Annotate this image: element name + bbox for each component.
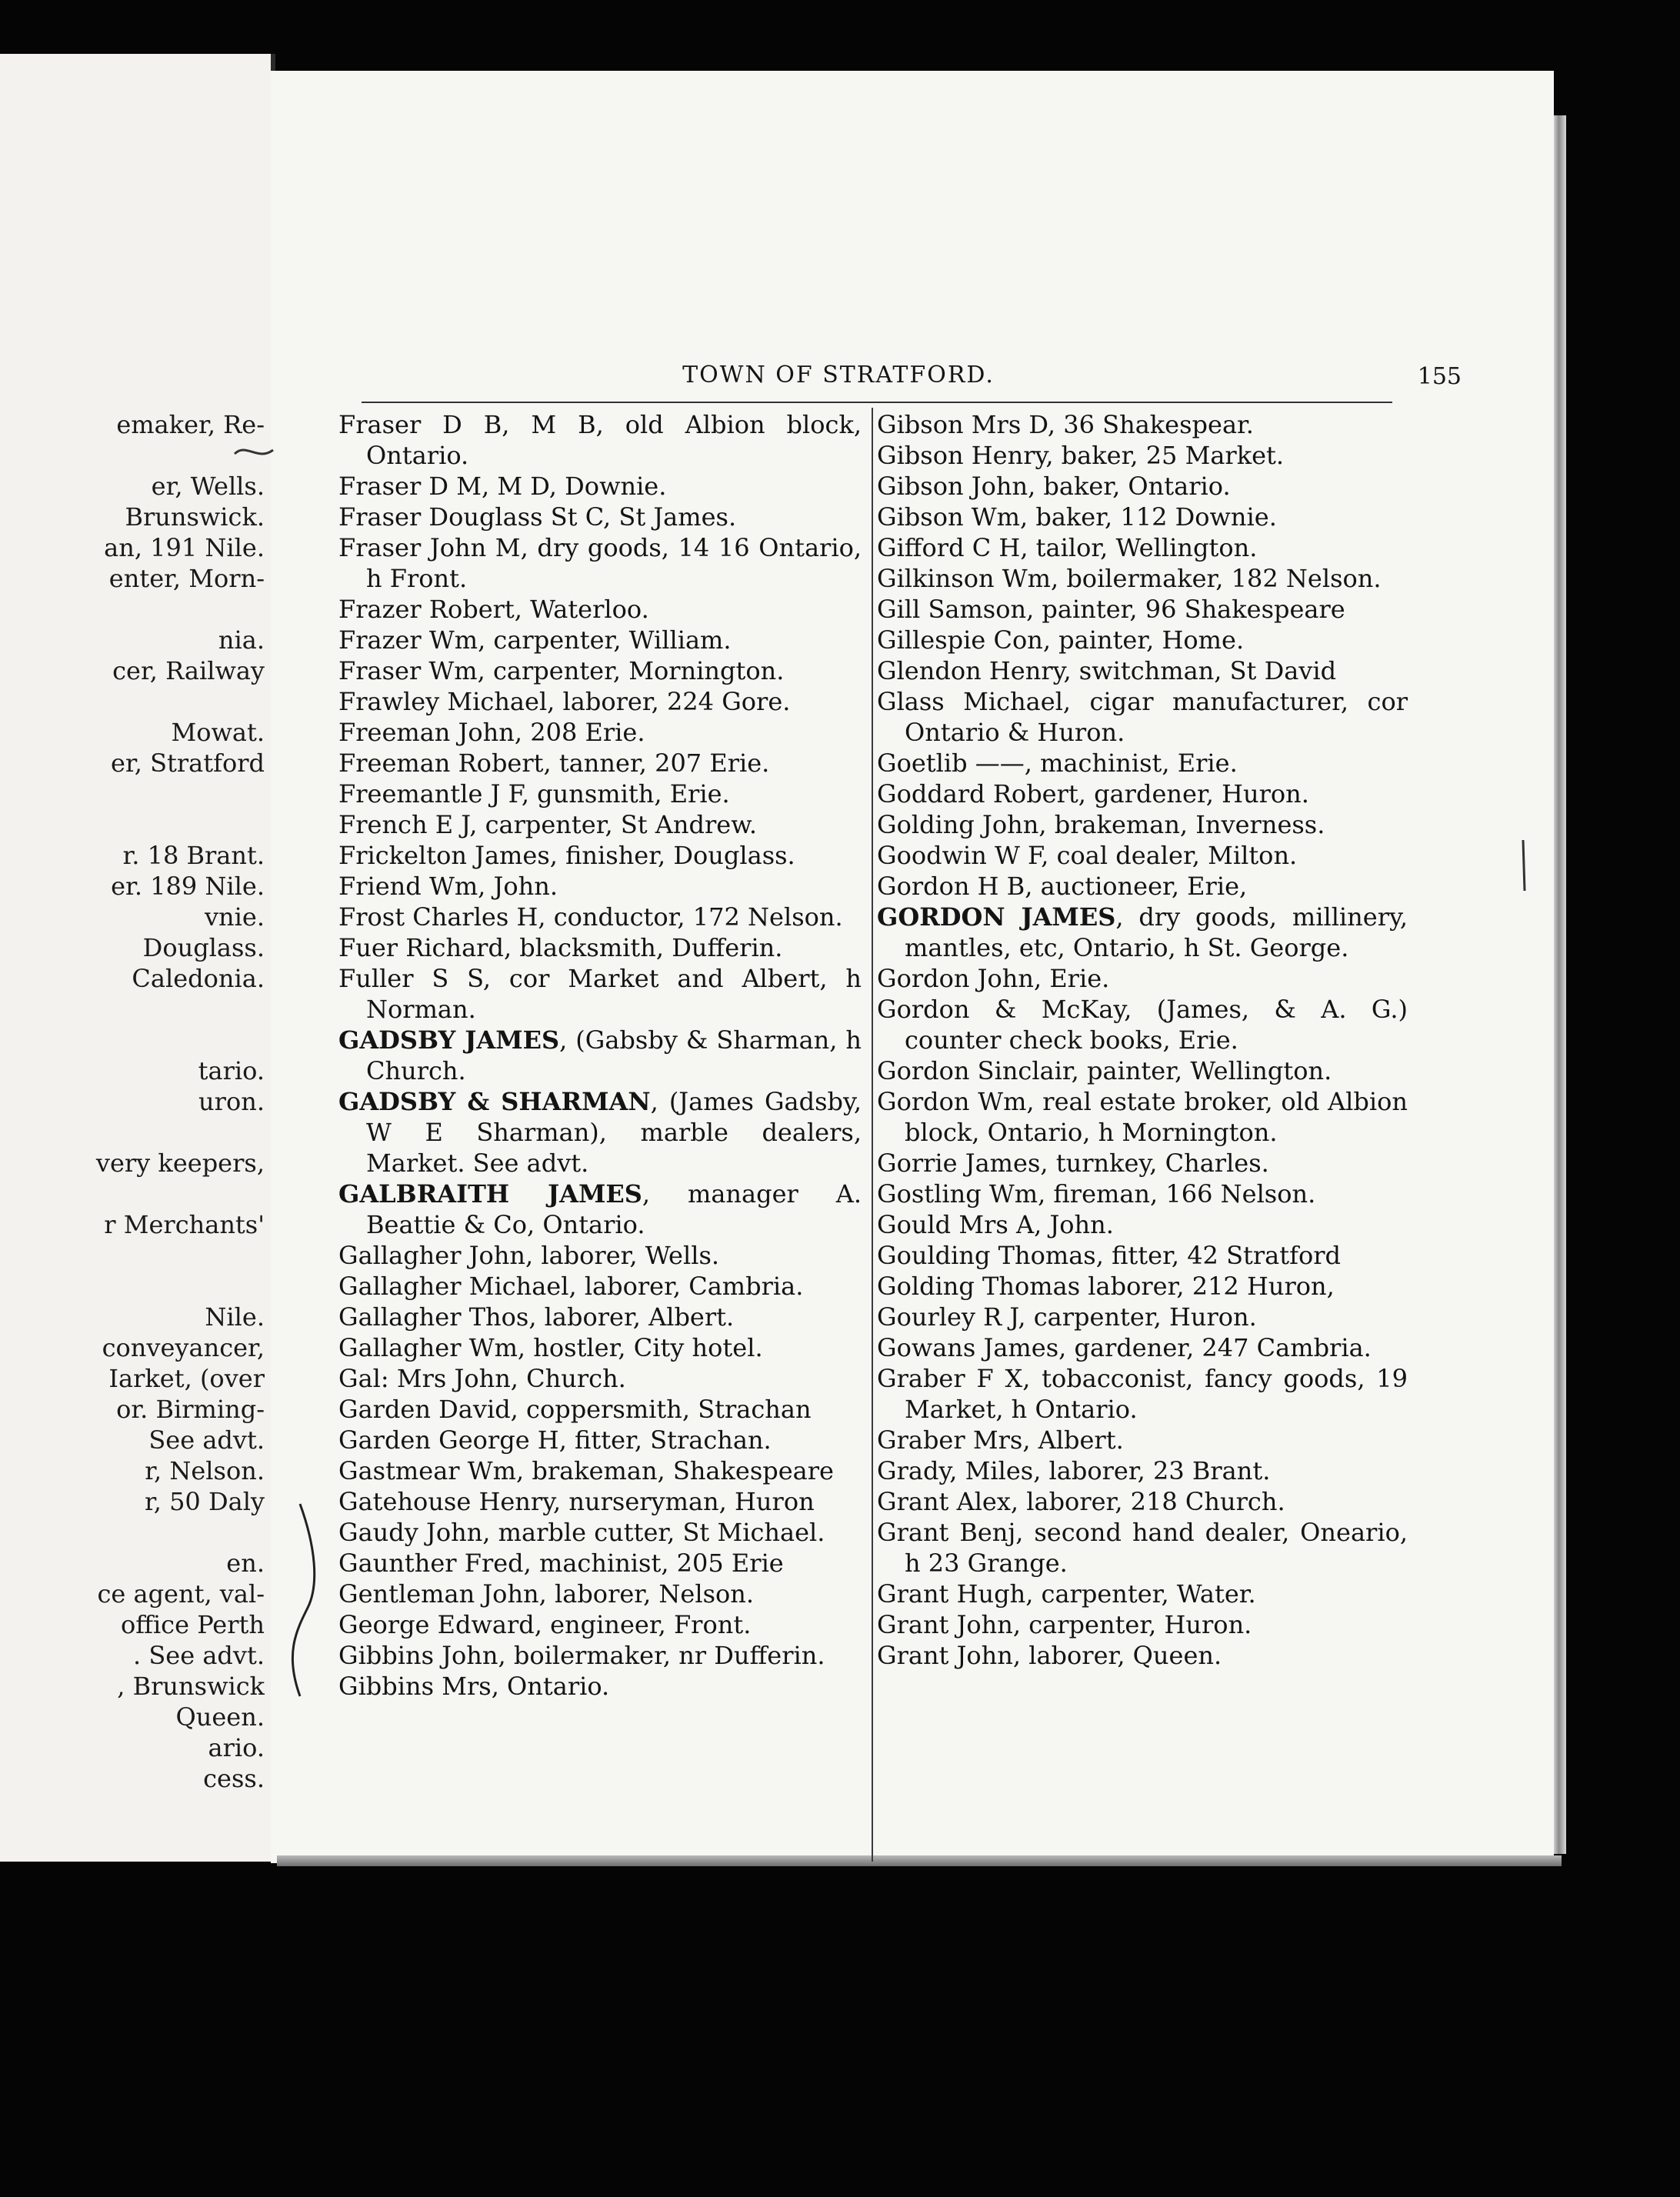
previous-page-line: er. 189 Nile. [111, 872, 265, 901]
previous-page-line: vnie. [204, 902, 265, 932]
directory-entry: Goulding Thomas, fitter, 42 Stratford [877, 1241, 1341, 1270]
header-rule [362, 402, 1392, 403]
directory-entry: Frickelton James, finisher, Douglass. [338, 841, 795, 870]
directory-entry: Grant Hugh, carpenter, Water. [877, 1579, 1256, 1609]
previous-page-line: enter, Morn- [108, 564, 265, 593]
directory-entry: Grady, Miles, laborer, 23 Brant. [877, 1456, 1271, 1485]
directory-entry: Fuller S S, cor Market and Albert, h Norman. [338, 964, 862, 1024]
previous-page-line: r, Nelson. [145, 1456, 265, 1485]
previous-page-line: Caledonia. [132, 964, 265, 993]
page-number: 155 [1417, 363, 1462, 390]
previous-page-line: Nile. [205, 1302, 265, 1332]
directory-entry: Gordon H B, auctioneer, Erie, [877, 872, 1248, 901]
directory-entry: Gordon & McKay, (James, & A. G.) counter check books, Erie. [877, 995, 1408, 1055]
directory-entry: Gal: Mrs John, Church. [338, 1364, 626, 1393]
previous-page-line: Douglass. [142, 933, 265, 962]
directory-entry: Gallagher John, laborer, Wells. [338, 1241, 720, 1270]
directory-entry: Garden George H, fitter, Strachan. [338, 1425, 772, 1455]
previous-page-line: very keepers, [95, 1149, 265, 1178]
previous-page-line: er, Stratford [111, 748, 265, 778]
directory-entry: Goetlib ——, machinist, Erie. [877, 748, 1238, 778]
directory-entry: Graber F X, tobacconist, fancy goods, 19 Market, h Ontario. [877, 1364, 1408, 1424]
directory-entry: Gostling Wm, fireman, 166 Nelson. [877, 1179, 1316, 1209]
directory-entry: Gordon John, Erie. [877, 964, 1110, 993]
pencil-margin-mark [231, 438, 277, 469]
directory-entry: Fraser D M, M D, Downie. [338, 472, 667, 501]
directory-entry: Grant Alex, laborer, 218 Church. [877, 1487, 1285, 1516]
directory-entry: Fraser John M, dry goods, 14 16 Ontario, h Front. [338, 533, 862, 593]
pencil-margin-tick [1515, 838, 1531, 892]
directory-entry: Gatehouse Henry, nurseryman, Huron [338, 1487, 815, 1516]
directory-entry: GADSBY JAMES, (Gabsby & Sharman, h Church. [338, 1025, 862, 1085]
directory-entry: GALBRAITH JAMES, manager A. Beattie & Co, Ontario. [338, 1179, 862, 1239]
directory-entry: Gordon Sinclair, painter, Wellington. [877, 1056, 1332, 1085]
directory-entry: Gibson John, baker, Ontario. [877, 472, 1231, 501]
directory-entry: Gallagher Wm, hostler, City hotel. [338, 1333, 763, 1362]
directory-entry: Gibson Mrs D, 36 Shakespear. [877, 410, 1254, 439]
directory-entry: George Edward, engineer, Front. [338, 1610, 752, 1639]
directory-entry: Goddard Robert, gardener, Huron. [877, 779, 1309, 808]
page-header [331, 362, 1462, 392]
previous-page-line: an, 191 Nile. [104, 533, 265, 562]
previous-page-line: Brunswick. [125, 502, 265, 532]
directory-entry: Gorrie James, turnkey, Charles. [877, 1149, 1269, 1178]
previous-page-line: r. 18 Brant. [122, 841, 265, 870]
previous-page-line: tario. [198, 1056, 265, 1085]
directory-entry: Gifford C H, tailor, Wellington. [877, 533, 1258, 562]
directory-entry: Gibson Henry, baker, 25 Market. [877, 441, 1285, 470]
previous-page-line: or. Birming- [116, 1395, 265, 1424]
directory-entry: Frost Charles H, conductor, 172 Nelson. [338, 902, 843, 932]
directory-entry: Garden David, coppersmith, Strachan [338, 1395, 812, 1424]
previous-page-line: en. [226, 1549, 265, 1578]
directory-entry: Fraser Douglass St C, St James. [338, 502, 737, 532]
previous-page-line: cer, Railway [112, 656, 265, 685]
directory-entry: Gilkinson Wm, boilermaker, 182 Nelson. [877, 564, 1382, 593]
directory-entry: Grant John, carpenter, Huron. [877, 1610, 1252, 1639]
directory-entry: Gowans James, gardener, 247 Cambria. [877, 1333, 1372, 1362]
directory-entry: Freeman John, 208 Erie. [338, 718, 645, 747]
directory-entry: Golding John, brakeman, Inverness. [877, 810, 1325, 839]
previous-page-line: Mowat. [171, 718, 265, 747]
previous-page-line: See advt. [148, 1425, 265, 1455]
page-edge [1554, 115, 1566, 1854]
directory-entry: Fraser D B, M B, old Albion block, Ontario. [338, 410, 862, 470]
previous-page-line: conveyancer, [102, 1333, 265, 1362]
running-title: TOWN OF STRATFORD. [682, 362, 995, 388]
directory-entry: Frazer Robert, Waterloo. [338, 595, 649, 624]
directory-entry: Goodwin W F, coal dealer, Milton. [877, 841, 1298, 870]
directory-entry: Freeman Robert, tanner, 207 Erie. [338, 748, 770, 778]
directory-entry: Friend Wm, John. [338, 872, 558, 901]
previous-page-line: r Merchants' [104, 1210, 265, 1239]
directory-entry: Gallagher Michael, laborer, Cambria. [338, 1272, 804, 1301]
directory-entry: GORDON JAMES, dry goods, millinery, mantles, etc, Ontario, h St. George. [877, 902, 1408, 962]
previous-page-line: ce agent, val- [97, 1579, 265, 1609]
directory-entry: Fraser Wm, carpenter, Mornington. [338, 656, 785, 685]
directory-entry: Fuer Richard, blacksmith, Dufferin. [338, 933, 783, 962]
previous-page-line: cess. [203, 1764, 265, 1793]
directory-entry: Gallagher Thos, laborer, Albert. [338, 1302, 735, 1332]
directory-entry: Gastmear Wm, brakeman, Shakespeare [338, 1456, 834, 1485]
previous-page-line: . See advt. [133, 1641, 265, 1670]
previous-page-fragment [0, 54, 275, 1862]
directory-entry: Gaunther Fred, machinist, 205 Erie [338, 1549, 784, 1578]
directory-entry: Gaudy John, marble cutter, St Michael. [338, 1518, 825, 1547]
previous-page-line: office Perth [120, 1610, 265, 1639]
previous-page-line: , Brunswick [117, 1672, 265, 1701]
directory-entry: Gillespie Con, painter, Home. [877, 625, 1245, 655]
column-divider [872, 408, 873, 1862]
previous-page-line: emaker, Re- [116, 410, 265, 439]
pencil-bracket-mark [277, 1500, 323, 1700]
directory-entry: Gentleman John, laborer, Nelson. [338, 1579, 755, 1609]
directory-entry: Frazer Wm, carpenter, William. [338, 625, 732, 655]
directory-entry: Gourley R J, carpenter, Huron. [877, 1302, 1257, 1332]
directory-entry: Gibbins John, boilermaker, nr Dufferin. [338, 1641, 825, 1670]
directory-entry: Gibbins Mrs, Ontario. [338, 1672, 610, 1701]
previous-page-line: uron. [198, 1087, 265, 1116]
directory-entry: Glendon Henry, switchman, St David [877, 656, 1337, 685]
directory-entry: Glass Michael, cigar manufacturer, cor Ontario & Huron. [877, 687, 1408, 747]
previous-page-line: Iarket, (over [108, 1364, 265, 1393]
directory-entry: Frawley Michael, laborer, 224 Gore. [338, 687, 791, 716]
previous-page-line: ario. [208, 1733, 265, 1762]
previous-page-line: Queen. [175, 1702, 265, 1732]
directory-entry: Golding Thomas laborer, 212 Huron, [877, 1272, 1335, 1301]
previous-page-line: r, 50 Daly [144, 1487, 265, 1516]
previous-page-line: nia. [218, 625, 265, 655]
directory-entry: GADSBY & SHARMAN, (James Gadsby, W E Sharman), marble dealers, Market. See advt. [338, 1087, 862, 1178]
directory-entry: Gordon Wm, real estate broker, old Albion block, Ontario, h Mornington. [877, 1087, 1408, 1147]
directory-entry: Freemantle J F, gunsmith, Erie. [338, 779, 730, 808]
directory-entry: Graber Mrs, Albert. [877, 1425, 1124, 1455]
page-bottom-edge [277, 1855, 1562, 1866]
directory-column-right [877, 409, 1408, 1671]
directory-entry: Gill Samson, painter, 96 Shakespeare [877, 595, 1345, 624]
directory-entry: Grant John, laborer, Queen. [877, 1641, 1222, 1670]
directory-entry: Grant Benj, second hand dealer, Oneario, h 23 Grange. [877, 1518, 1408, 1578]
directory-column-left [338, 409, 862, 1702]
previous-page-line: er, Wells. [151, 472, 265, 501]
directory-entry: Gibson Wm, baker, 112 Downie. [877, 502, 1277, 532]
directory-entry: Gould Mrs A, John. [877, 1210, 1114, 1239]
directory-entry: French E J, carpenter, St Andrew. [338, 810, 757, 839]
